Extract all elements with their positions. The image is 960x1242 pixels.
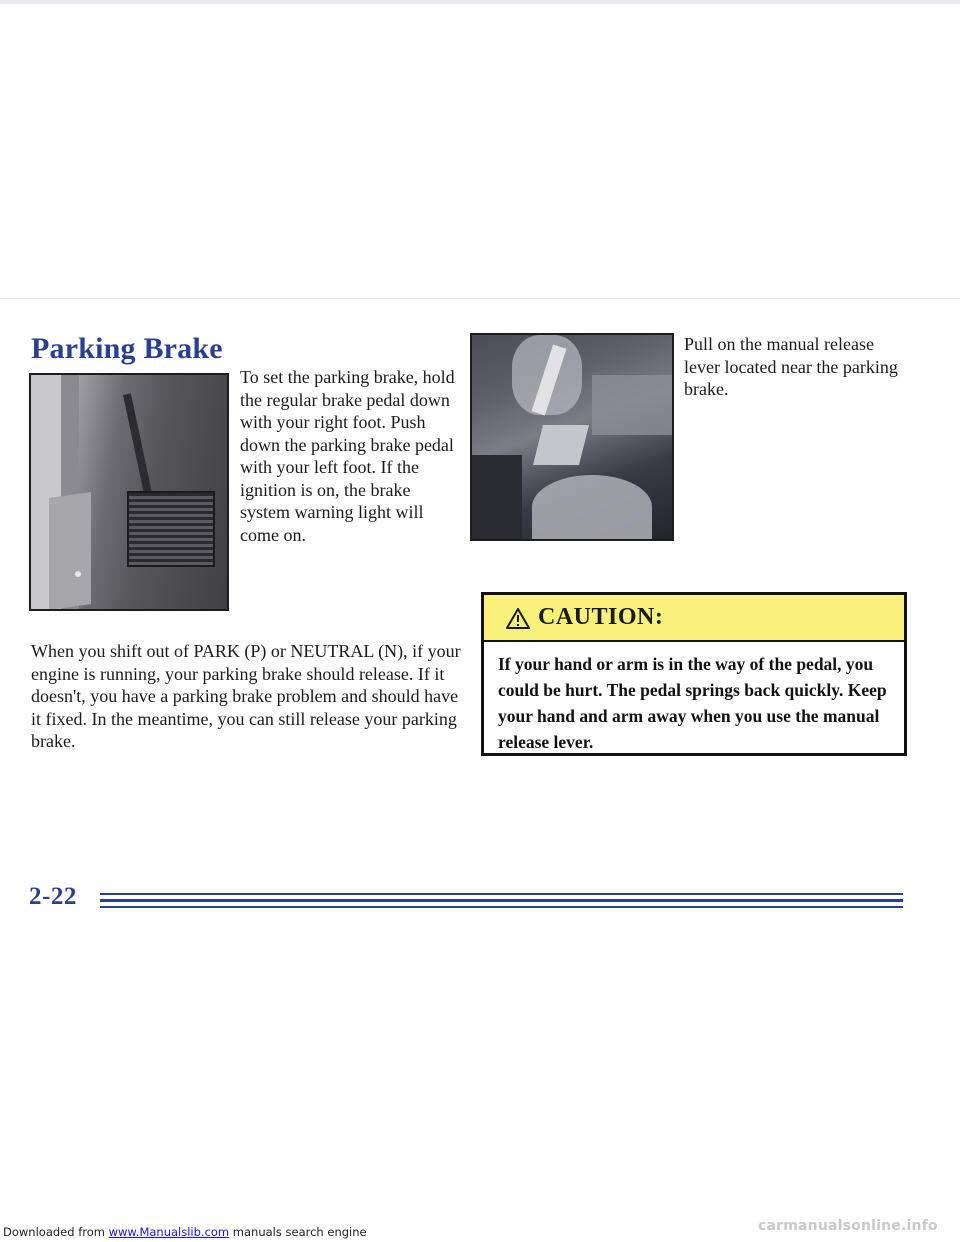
shift-out-paragraph: When you shift out of PARK (P) or NEUTRAL (N), if your engine is running, your parking brake should release. If it doesn't, you have a parking brake problem and should have it fixed. In the meantime, you can still release your parking brake.: [31, 641, 461, 751]
release-lever-paragraph: Pull on the manual release lever located near the parking brake.: [684, 334, 898, 399]
page-number: 2-22: [29, 883, 77, 910]
caution-text: If your hand or arm is in the way of the pedal, you could be hurt. The pedal springs back quickly. Keep your hand and arm away when you use the manual release lever.: [498, 654, 887, 752]
caution-box: [481, 592, 907, 756]
set-brake-paragraph: To set the parking brake, hold the regular brake pedal down with your right foot. Push down the parking brake pedal with your left foot. If the ignition is on, the brake system warning light will come on.: [240, 367, 455, 545]
caution-header: [484, 595, 904, 642]
caution-title: CAUTION:: [538, 604, 664, 630]
section-title: Parking Brake: [31, 332, 223, 365]
release-lever-photo: [470, 333, 674, 541]
footer-rule: [100, 893, 903, 895]
manualslib-link[interactable]: www.Manualslib.com: [108, 1225, 230, 1239]
footer-prefix: Downloaded from: [3, 1225, 109, 1239]
watermark: carmanualsonline.info: [758, 1218, 938, 1234]
scan-line: [0, 298, 960, 299]
parking-brake-pedal-photo: [29, 373, 229, 611]
download-footer: [3, 1225, 367, 1239]
footer-suffix: manuals search engine: [229, 1225, 367, 1239]
footer-rule: [100, 899, 903, 902]
scan-edge: [0, 0, 960, 4]
footer-rule: [100, 906, 903, 908]
warning-triangle-icon: [506, 608, 530, 629]
